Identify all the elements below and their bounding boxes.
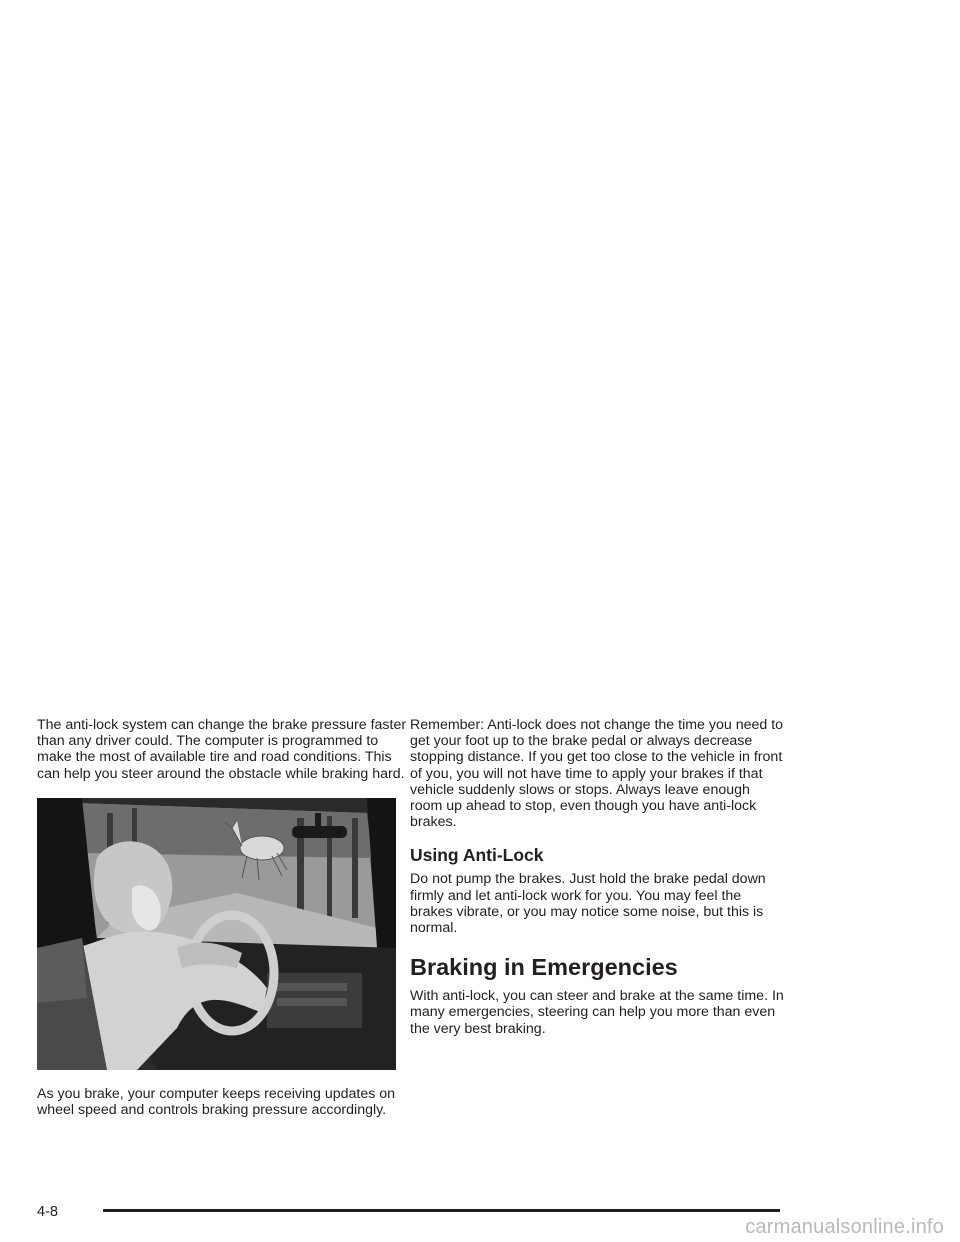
footer-divider	[103, 1209, 780, 1212]
right-paragraph-1: Remember: Anti-lock does not change the time you need to get your foot up to the brake pedal or always decrease stopping distance. If you get too close to the vehicle in front of you, you will not have time to apply your brakes if that vehicle suddenly slows or stops. Always leave enough room up ahead to stop, even though you have anti-lock brakes.	[410, 717, 784, 831]
left-paragraph-1: The anti-lock system can change the brake pressure faster than any driver could. The computer is programmed to make the most of available tire and road conditions. This can help you steer around the obstacle while braking hard.	[37, 717, 407, 782]
heading-braking-in-emergencies: Braking in Emergencies	[410, 954, 678, 981]
watermark: carmanualsonline.info	[745, 1216, 944, 1238]
right-column	[410, 717, 785, 1037]
page-number: 4-8	[37, 1204, 58, 1220]
driver-deer-illustration	[37, 798, 396, 1070]
left-paragraph-2: As you brake, your computer keeps receiving updates on wheel speed and controls braking pressure accordingly.	[37, 1085, 396, 1119]
heading-using-anti-lock: Using Anti-Lock	[410, 845, 544, 866]
right-paragraph-2: Do not pump the brakes. Just hold the brake pedal down firmly and let anti-lock work for you. You may feel the brakes vibrate, or you may notice some noise, but this is normal.	[410, 871, 766, 937]
illustration-svg	[37, 798, 396, 1070]
left-column	[37, 717, 407, 1118]
right-paragraph-3: With anti-lock, you can steer and brake at the same time. In many emergencies, steering can help you more than even the very best braking.	[410, 988, 784, 1037]
